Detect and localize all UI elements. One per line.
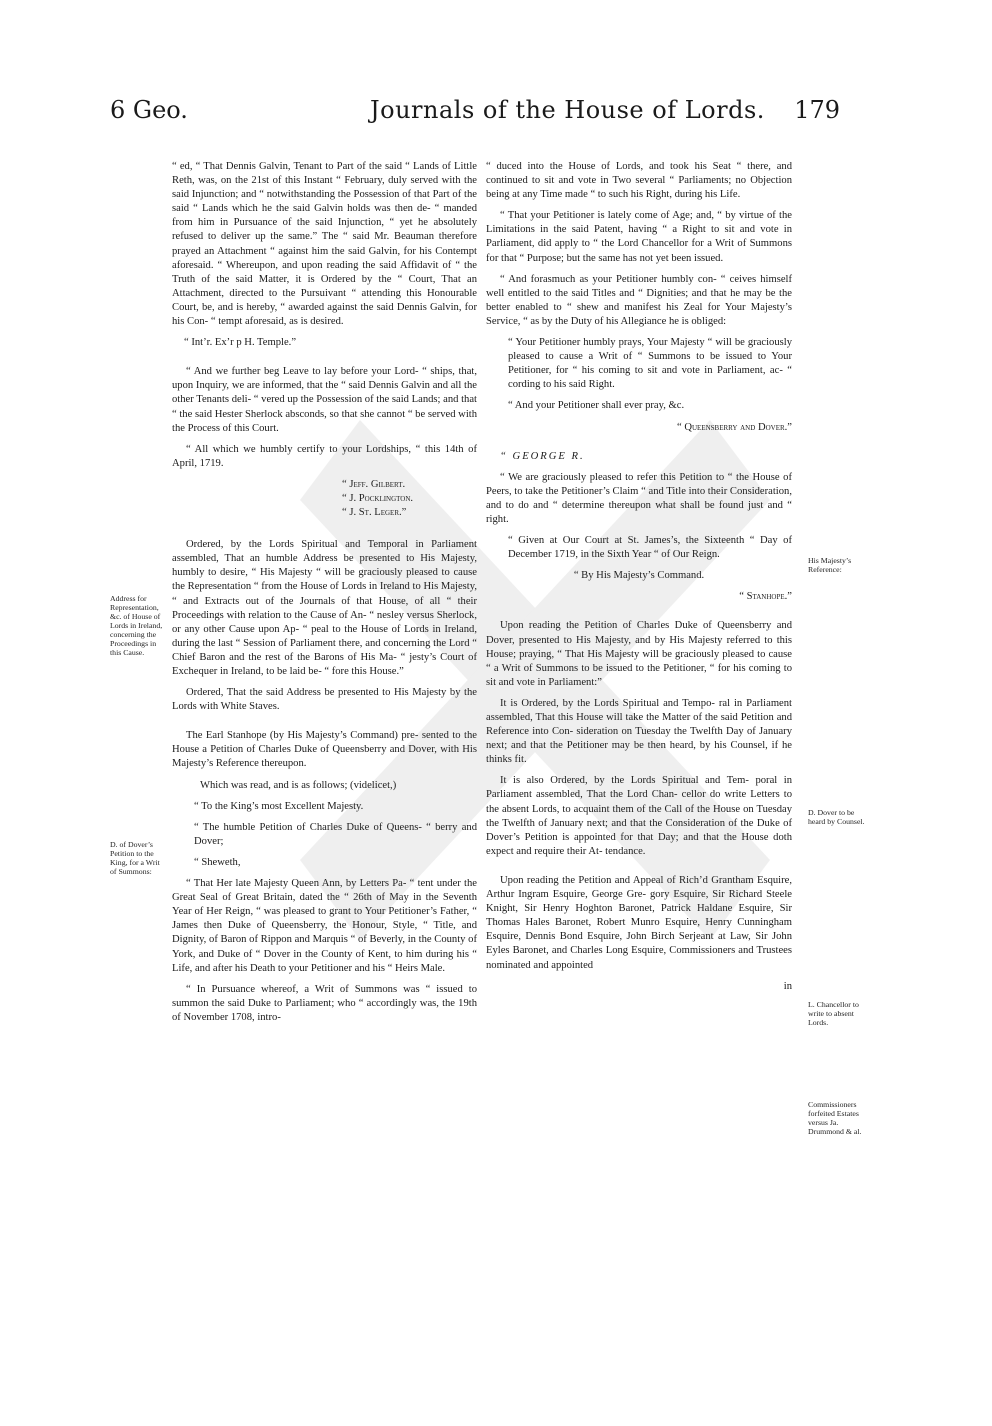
paragraph: “ And forasmuch as your Petitioner humbly con- “ ceives himself well entitled to the said Titles and “ Dignities; and that he may be the better enabled to “ shew and manifest his Zeal for Your Majesty’s Service, “ as by the Duty of his Allegiance he is obliged: [486,273,792,327]
signature: “ J. St. Leger.” [342,507,407,519]
paragraph: Upon reading the Petition and Appeal of Rich’d Grantham Esquire, Arthur Ingram Esquire, George Gre- gory Esquire, Sir Richard Steele Knight, Sir Henry Hoghton Baronet, Patrick Haldane Esquire, Sir Thomas Hales Baronet, Robert Munro Esquire, Henry Cunningham Esquire, Dennis Bond Esquire, John Birch Serjeant at Law, Sir John Eyles Baronet, and Charles Long Esquire, Commissioners and Trustees nominated and appointed [486,874,792,971]
paragraph: Ordered, That the said Address be presented to His Majesty by the Lords with White Staves. [172,687,477,713]
paragraph: “ And your Petitioner shall ever pray, &c. [508,400,685,412]
catchword: in [783,980,792,992]
margin-note-chancellor: L. Chancellor to write to absent Lords. [808,1000,859,1027]
paragraph: Which was read, and is as follows; (videlicet,) [200,779,397,791]
paragraph: “ And we further beg Leave to lay before your Lord- “ ships, that, upon Inquiry, we are informed, that the “ said Dennis Galvin and all the other Tenants deli- “ vered up the Possession of the said Lands; and that “ the said Hester Sherlock absconds, so that she cannot “ be served with the Process of this Court. [172,366,477,434]
margin-note-commissioners: Commissioners forfeited Estates versus Ja. Drummond & al. [808,1100,862,1136]
paragraph: “ Sheweth, [194,856,241,868]
paragraph: “ Given at Our Court at St. James’s, the Sixteenth “ Day of December 1719, in the Sixth Year “ of Our Reign. [508,535,792,561]
paragraph: “ duced into the House of Lords, and took his Seat “ there, and continued to sit and vote in Two several “ Parliaments; no Objection being at any Time made “ to such his Right, during his Life. [486,161,792,201]
paragraph: “ We are graciously pleased to refer this Petition to “ the House of Peers, to take the Petitioner’s Claim “ and Title into their Consideration, and to do and “ determine thereupon what shall be found just and “ right. [486,471,792,525]
left-column [172,160,477,1032]
regnal-year: 6 Geo. [110,96,188,124]
right-column [486,160,792,1001]
paragraph: Upon reading the Petition of Charles Duke of Queensberry and Dover, presented to His Majesty, and by His Majesty referred to this House; praying, “ That His Majesty will be graciously pleased to cause “ a Writ of Summons to be issued to the Petitioner, “ for his coming to sit and vote in Parliament:” [486,620,792,688]
margin-note-dover-heard: D. Dover to be heard by Counsel. [808,808,865,826]
paragraph: It is Ordered, by the Lords Spiritual and Tempo- ral in Parliament assembled, That this House will take the Matter of the said Petition and Reference into Con- sideration on Tuesday the Twelfth Day of January next; and that the Petitioner may be then heard, by his Counsel, if he thinks fit. [486,697,792,766]
paragraph: “ The humble Petition of Charles Duke of Queens- “ berry and Dover; [194,821,477,847]
signature: “ Jeff. Gilbert. [342,478,406,490]
paragraph: “ That Her late Majesty Queen Ann, by Letters Pa- “ tent under the Great Seal of Great Britain, dated the “ 26th of May in the Seventh Year of Her Reign, “ was pleased to grant to Your Petitioner’s Father, “ James then Duke of Queensberry, the Honour, Style, “ Title, and Dignity, of Baron of Rippon and Marquis “ of Beverly, in the County of York, and Duke of “ Dover in the County of Kent, to him during his “ Life, and after his Death to your Petitioner and his “ Heirs Male. [172,878,477,974]
journal-title: Journals of the House of Lords. [370,96,765,124]
signature: “ J. Pocklington. [342,492,414,504]
royal-sign: “ GEORGE R. [500,450,585,462]
paragraph: “ In Pursuance whereof, a Writ of Summons was “ issued to summon the said Duke to Parliament; who “ accordingly was, the 19th of November 1708, intro- [172,983,477,1023]
signature: “ Queensberry and Dover.” [676,421,792,433]
paragraph: “ To the King’s most Excellent Majesty. [194,800,364,812]
paragraph: “ Int’r. Ex’r p H. Temple.” [184,337,297,349]
margin-note-reference: His Majesty’s Reference: [808,556,852,574]
signature: “ Stanhope.” [739,591,792,603]
paragraph: The Earl Stanhope (by His Majesty’s Command) pre- sented to the House a Petition of Charles Duke of Queensberry and Dover, with His Majesty’s Reference thereupon. [172,730,477,770]
paragraph: “ Your Petitioner humbly prays, Your Majesty “ will be graciously pleased to cause a Writ of “ Summons to be issued to Your Petitioner, for “ his coming to sit and vote in Parliament, ac- “ cording to his said Right. [508,337,792,391]
paragraph: “ By His Majesty’s Command. [573,570,705,582]
paragraph: “ ed, “ That Dennis Galvin, Tenant to Part of the said “ Lands of Little Reth, was, on the 21st of this Instant “ February, duly served with the said Injunction; and “ notwithstanding the Possession of that Part of the said “ Lands which he the said Galvin holds was then de- “ manded from him in Pursuance of the said Injunction, “ yet he absolutely refused to deliver up the same.” The “ said Mr. Beauman therefore prayed an Attachment “ against him the said Galvin, for his Contempt aforesaid. “ Whereupon, and upon reading the said Affidavit of “ the Truth of the said Matter, it is Ordered by the “ Court, That an Attachment, directed to the Pursuivant “ attending this Honourable Court, be, and is hereby, “ awarded against the said Dennis Galvin, for his Con- “ tempt aforesaid, as is desired. [172,161,477,328]
margin-note-dover-petition: D. of Dover’s Petition to the King, for a Writ of Summons: [110,840,160,876]
margin-note-address: Address for Representation, &c. of House of Lords in Ireland, concerning the Proceedings in this Cause. [110,594,163,657]
page-number: 179 [794,96,840,124]
paragraph: It is also Ordered, by the Lords Spiritual and Tem- poral in Parliament assembled, That the Lord Chan- cellor do write Letters to the absent Lords, to acquaint them of the Call of the House on Tuesday the Twelfth of January next; and that the Consideration of the Duke of Dover’s Petition is appointed for that Day; and that the House doth expect and require their At- tendance. [486,775,792,857]
paragraph: “ All which we humbly certify to your Lordships, “ this 14th of April, 1719. [172,443,477,469]
paragraph: Ordered, by the Lords Spiritual and Temporal in Parliament assembled, That an humble Address be presented to His Majesty, humbly to desire, “ His Majesty “ will be graciously pleased to cause the Representation “ from the House of Lords in Ireland to His Majesty, “ and Extracts out of the Journals of that House, of all “ their Proceedings with relation to the Cause of An- “ nesley versus Sherlock, or any other Cause upon Ap- “ peal to the House of Lords in Ireland, during the last “ Session of Parliament there, and concerning the Lord “ Chief Baron and the rest of the Barons of His Ma- “ jesty’s Court of Exchequer in Ireland, to be laid be- “ fore this House.” [172,539,477,677]
page-header [110,96,840,136]
paragraph: “ That your Petitioner is lately come of Age; and, “ by virtue of the Limitations in the said Patent, having “ a Right to sit and vote in Parliament, did apply to “ the Lord Chancellor for a Writ of Summons for that “ Purpose; but the same has not yet been issued. [486,210,792,264]
